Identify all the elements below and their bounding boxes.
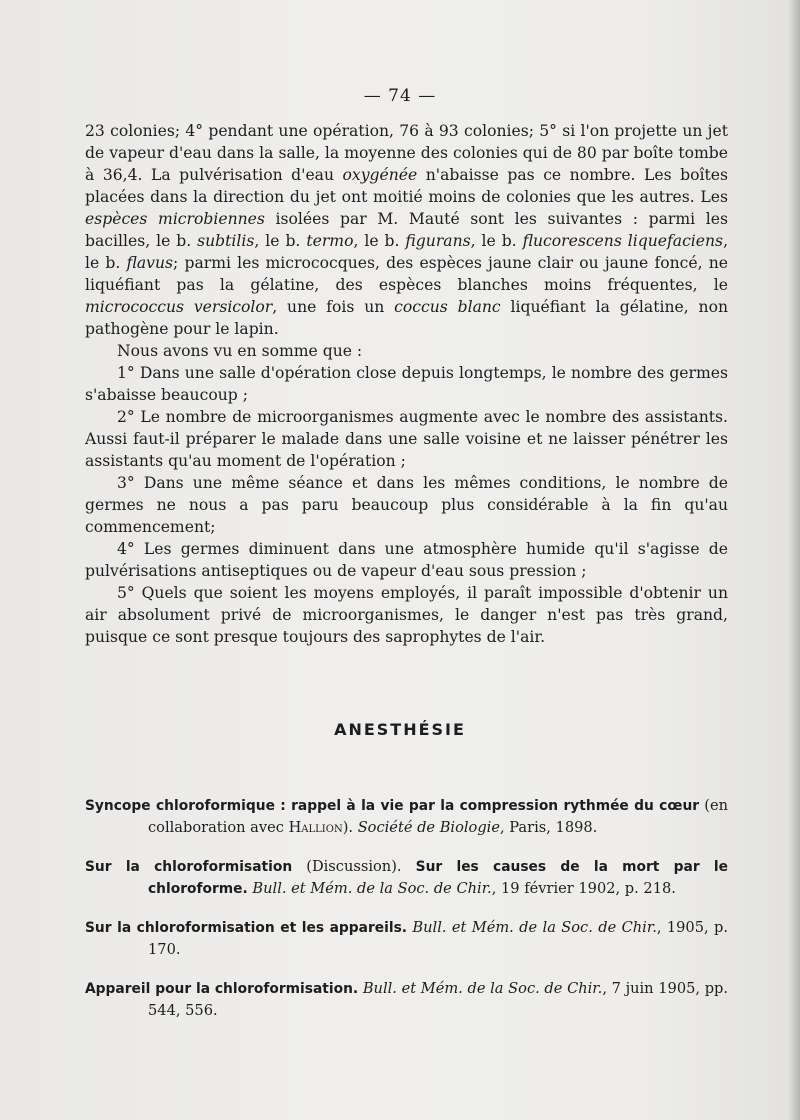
- paragraph-colonies: [85, 120, 728, 340]
- text-run: , le b.: [85, 232, 729, 272]
- reference-item: Sur la chloroformisation (Discussion). Sur les causes de la mort par le chloroforme. Bull. et Mém. de la Soc. de Chir., 19 février 1902, p. 218.: [85, 858, 728, 897]
- paragraph-point-2: 2° Le nombre de microorganismes augmente avec le nombre des assistants. Aussi faut-il préparer le malade dans une salle voisine et ne laisser pénétrer les assistants qu'au moment de l'opération ;: [85, 408, 728, 470]
- text-run: , le b.: [353, 232, 406, 250]
- journal-name: Bull. et Mém. de la Soc. de Chir.: [362, 980, 603, 997]
- paragraph-point-1: 1° Dans une salle d'opération close depuis longtemps, le nombre des germes s'abaisse beaucoup ;: [85, 364, 728, 404]
- text-run: , une fois un: [272, 298, 395, 316]
- page-edge-shadow: [788, 0, 800, 1120]
- paragraph-point-3: 3° Dans une même séance et dans les mêmes conditions, le nombre de germes ne nous a pas paru beaucoup plus considérable à la fin qu'au commencement;: [85, 474, 728, 536]
- reference-list: [85, 795, 728, 1039]
- paragraph-point-5: 5° Quels que soient les moyens employés, il paraît impossible d'obtenir un air absolument privé de microorganismes, le danger n'est pas très grand, puisque ce sont presque toujours des saprophytes de l'air.: [85, 584, 728, 646]
- reference-title: Syncope chloroformique : rappel à la vie par la compression rythmée du cœur: [85, 798, 700, 814]
- text-run: , le b.: [254, 232, 307, 250]
- reference-title: Sur la chloroformisation et les appareils.: [85, 920, 408, 936]
- body-text: [85, 120, 728, 648]
- text-run: isolées par M. Mauté sont les suivantes : parmi les bacilles, le b.: [85, 210, 728, 250]
- author-name: Hallion: [288, 819, 343, 836]
- italic-term: oxygénée: [342, 166, 418, 184]
- journal-name: Société de Biologie: [357, 819, 500, 836]
- italic-term: flavus: [126, 254, 174, 272]
- reference-item: Appareil pour la chloroformisation. Bull. et Mém. de la Soc. de Chir., 7 juin 1905, pp. 544, 556.: [85, 980, 729, 1019]
- text-run: 23 colonies; 4° pendant une opération, 76 à 93 colonies; 5° si l'on projette un jet de vapeur d'eau dans la salle, la moyenne des colonies qui de 80 par boîte tombe à 36,4. La pulvérisation d'eau: [85, 122, 728, 184]
- journal-name: Bull. et Mém. de la Soc. de Chir.: [252, 880, 492, 897]
- text-run: , le b.: [470, 232, 523, 250]
- paragraph-summary-intro: Nous avons vu en somme que :: [117, 342, 363, 360]
- journal-name: Bull. et Mém. de la Soc. de Chir.: [412, 919, 657, 936]
- page-number: — 74 —: [363, 86, 437, 106]
- section-title: ANESTHÉSIE: [334, 720, 466, 739]
- italic-term: espèces microbiennes: [85, 210, 265, 228]
- reference-title: Appareil pour la chloroformisation.: [85, 981, 359, 997]
- text-run: n'abaisse pas ce nombre. Les boîtes placées dans la direction du jet ont moitié moins de colonies que les autres. Les: [85, 166, 728, 206]
- text-run: ; parmi les micrococques, des espèces jaune clair ou jaune foncé, ne liquéfiant pas la gélatine, des espèces blanches moins fréquentes, le: [85, 254, 728, 294]
- reference-item: Syncope chloroformique : rappel à la vie par la compression rythmée du cœur (en collaboration avec Hallion). Société de Biologie, Paris, 1898.: [85, 797, 728, 836]
- reference-title: Sur les causes de la mort par le chloroforme.: [148, 859, 728, 897]
- paragraph-point-4: 4° Les germes diminuent dans une atmosphère humide qu'il s'agisse de pulvérisations antiseptiques ou de vapeur d'eau sous pression ;: [85, 540, 728, 580]
- italic-term: flucorescens liquefaciens: [522, 232, 724, 250]
- italic-term: micrococcus versicolor: [85, 298, 273, 316]
- reference-item: Sur la chloroformisation et les appareils. Bull. et Mém. de la Soc. de Chir., 1905, p. 170.: [85, 919, 728, 958]
- reference-title: Sur la chloroformisation: [85, 859, 293, 875]
- italic-term: termo: [306, 232, 354, 250]
- text-run: liquéfiant la gélatine, non pathogène pour le lapin.: [85, 298, 729, 338]
- italic-term: subtilis: [197, 232, 255, 250]
- italic-term: figurans: [405, 232, 471, 250]
- italic-term: coccus blanc: [394, 298, 501, 316]
